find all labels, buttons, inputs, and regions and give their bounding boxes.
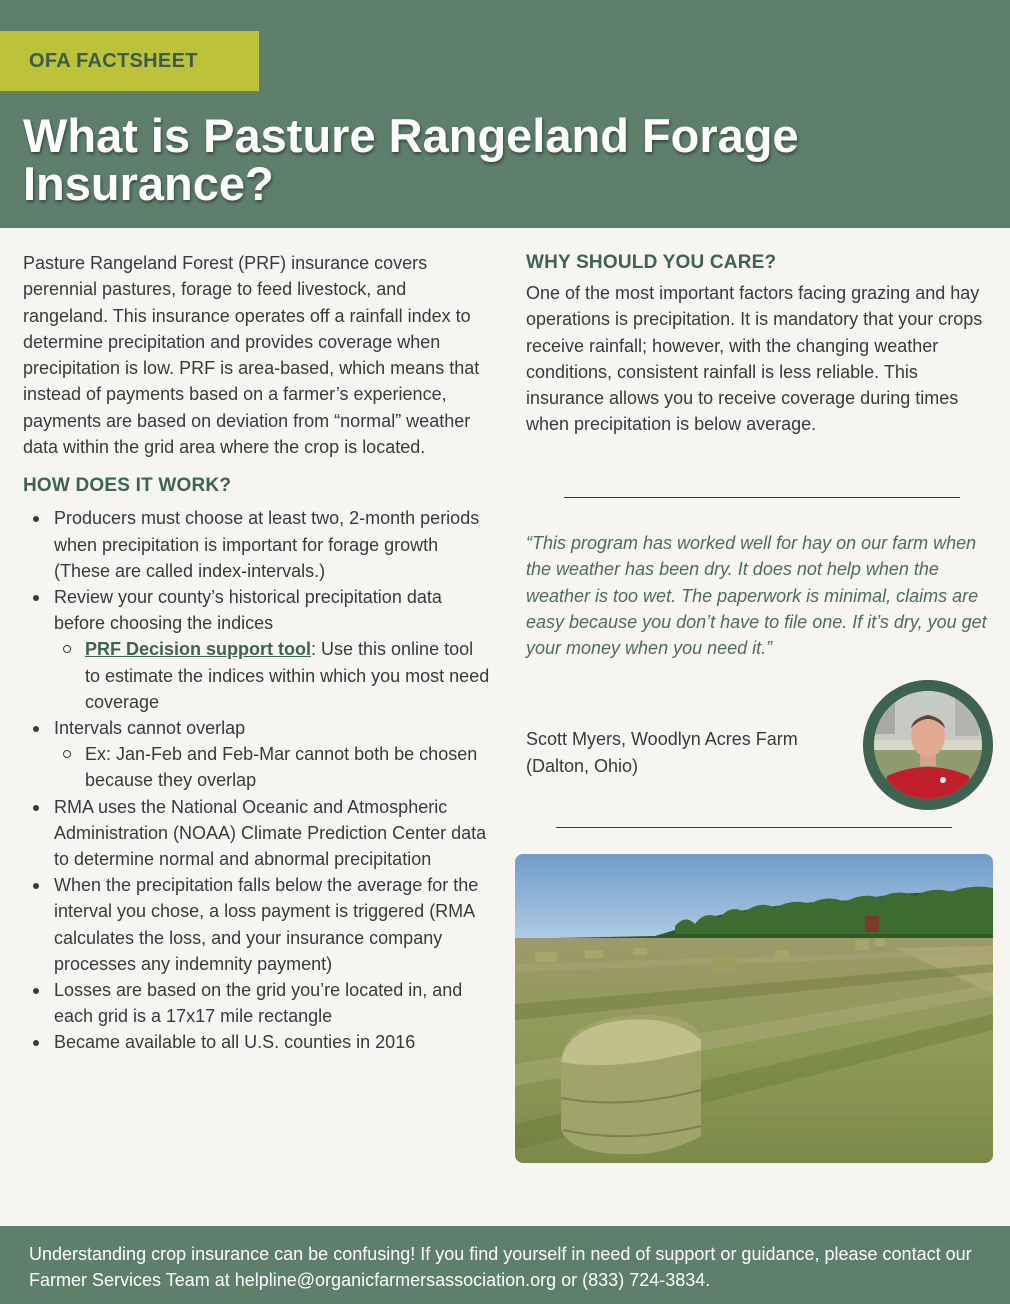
hay-bales-image bbox=[515, 854, 993, 1163]
farmer-portrait bbox=[863, 680, 993, 810]
attribution-location: (Dalton, Ohio) bbox=[526, 755, 639, 776]
list-item-text: Intervals cannot overlap bbox=[54, 718, 246, 738]
testimonial-attribution bbox=[526, 726, 856, 779]
list-item-text: Losses are based on the grid you’re located in, and each grid is a 17x17 mile rectangle bbox=[54, 980, 463, 1027]
list-item bbox=[23, 794, 491, 873]
left-column bbox=[23, 250, 491, 1056]
list-item bbox=[23, 505, 491, 584]
list-item bbox=[23, 1029, 491, 1055]
sub-list-item bbox=[54, 741, 491, 793]
avatar bbox=[863, 680, 993, 810]
list-item bbox=[23, 584, 491, 715]
list-item-text: When the precipitation falls below the average for the interval you chose, a loss payment is triggered (RMA calculates the loss, and your insurance company processes any indemnity payment) bbox=[54, 875, 479, 974]
testimonial-quote: “This program has worked well for hay on our farm when the weather has been dry. It does not help when the weather is too wet. The paperwork is minimal, claims are easy because you don’t have to file one. If it’s dry, you get your money when you need it.” bbox=[526, 533, 987, 659]
sub-list-item-text: Ex: Jan-Feb and Feb-Mar cannot both be chosen because they overlap bbox=[85, 744, 478, 791]
divider-top bbox=[564, 497, 960, 498]
prf-tool-link[interactable]: PRF Decision support tool bbox=[85, 639, 312, 660]
divider-bottom bbox=[556, 827, 952, 828]
sub-list bbox=[54, 636, 491, 715]
care-paragraph: One of the most important factors facing grazing and hay operations is precipitation. It is mandatory that your crops receive rainfall; however, with the changing weather conditions, consistent rainfall is less reliable. This insurance allows you to receive coverage during times when precipitation is below average. bbox=[526, 283, 983, 435]
list-item-text: Review your county’s historical precipitation data before choosing the indices bbox=[54, 586, 442, 634]
list-item-text: Producers must choose at least two, 2-month periods when precipitation is important for forage growth (These are called index-intervals.) bbox=[54, 508, 480, 581]
right-column bbox=[526, 252, 996, 438]
list-item-text: Became available to all U.S. counties in 2016 bbox=[54, 1032, 416, 1053]
how-heading: HOW DOES IT WORK? bbox=[23, 475, 232, 497]
list-item-text: RMA uses the National Oceanic and Atmospheric Administration (NOAA) Climate Prediction Center data to determine normal and abnormal precipitation bbox=[54, 796, 487, 870]
footer-banner bbox=[0, 1226, 1010, 1304]
list-item bbox=[23, 977, 491, 1029]
sub-list-item bbox=[54, 636, 491, 715]
sub-list bbox=[54, 741, 491, 793]
hay-field-photo bbox=[515, 854, 993, 1163]
factsheet-badge: OFA FACTSHEET bbox=[0, 31, 259, 91]
how-list bbox=[23, 505, 491, 1055]
footer-contact-text: Understanding crop insurance can be confusing! If you find yourself in need of support or guidance, please contact our Farmer Services Team at helpline@organicfarmersassociation.org or (833) 724-3834. bbox=[29, 1244, 972, 1290]
attribution-name: Scott Myers, Woodlyn Acres Farm bbox=[526, 729, 798, 749]
list-item bbox=[23, 715, 491, 794]
sub-list-item-text: : Use this online tool to estimate the indices within which you most need coverage bbox=[85, 639, 490, 712]
list-item bbox=[23, 872, 491, 977]
header-banner bbox=[0, 0, 1010, 228]
page-title: What is Pasture Rangeland Forage Insurance? bbox=[23, 109, 799, 210]
intro-paragraph: Pasture Rangeland Forest (PRF) insurance covers perennial pastures, forage to feed livestock, and rangeland. This insurance operates off a rainfall index to determine precipitation and provides coverage when precipitation is low. PRF is area-based, which means that instead of payments based on a farmer’s experience, payments are based on deviation from “normal” weather data within the grid area where the crop is located. bbox=[23, 253, 480, 458]
care-heading: WHY SHOULD YOU CARE? bbox=[526, 252, 777, 273]
